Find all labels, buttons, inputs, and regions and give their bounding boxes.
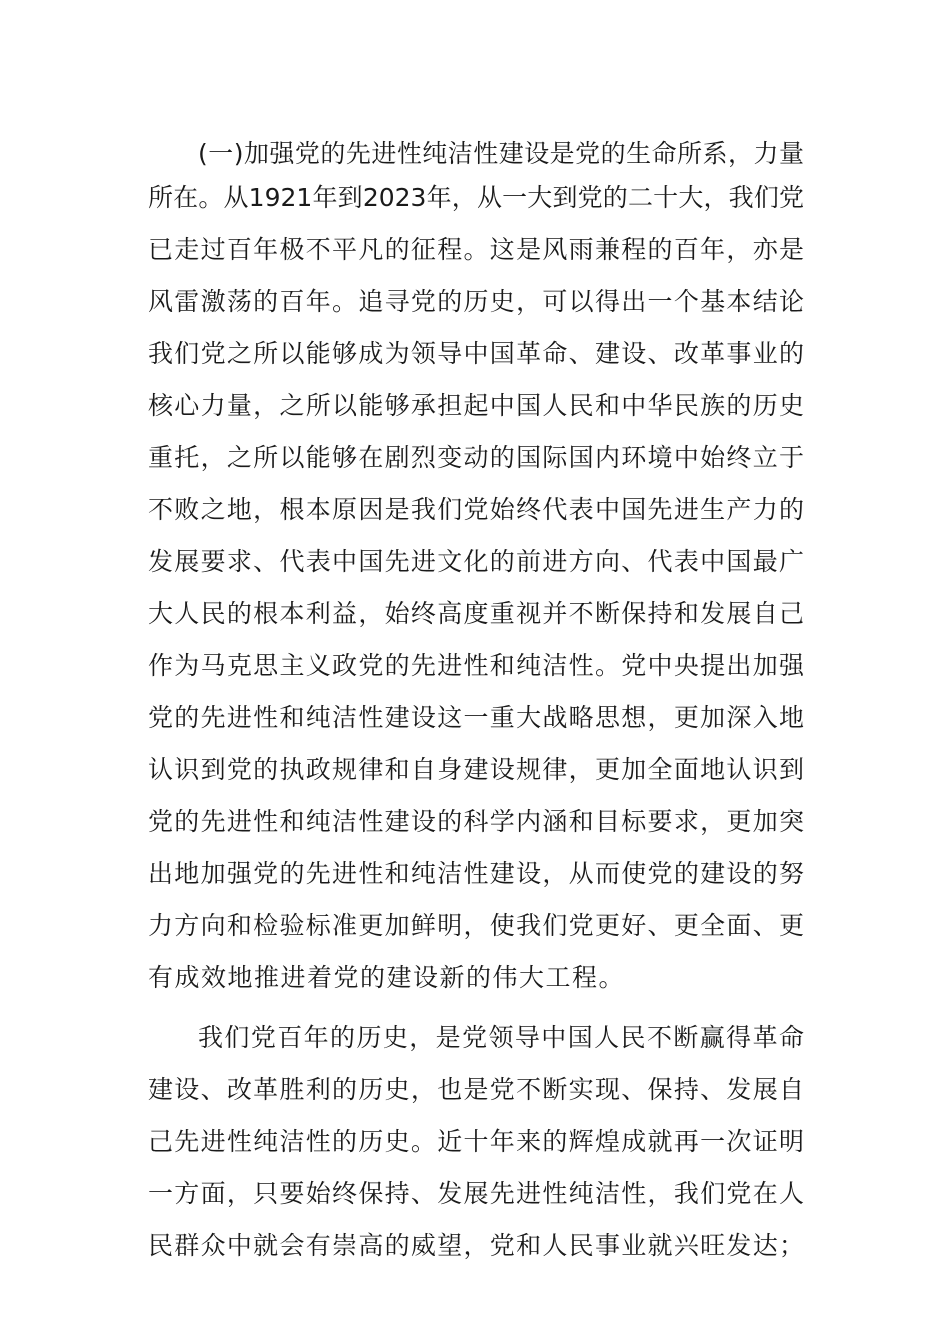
paragraph-2-line-1: 我们党百年的历史，是党领导中国人民不断赢得革命 — [198, 1023, 804, 1052]
paragraph-1-line-6: 核心力量，之所以能够承担起中国人民和中华民族的历史 — [148, 391, 804, 420]
paragraph-1-line-12: 党的先进性和纯洁性建设这一重大战略思想，更加深入地 — [148, 703, 804, 732]
paragraph-1-line-17: 有成效地推进着党的建设新的伟大工程。 — [148, 963, 626, 992]
paragraph-1-line-13: 认识到党的执政规律和自身建设规律，更加全面地认识到 — [148, 755, 804, 784]
paragraph-1-line-11: 作为马克思主义政党的先进性和纯洁性。党中央提出加强 — [148, 651, 804, 680]
paragraph-2-line-3: 己先进性纯洁性的历史。近十年来的辉煌成就再一次证明 — [148, 1127, 804, 1156]
paragraph-1-line-4: 风雷激荡的百年。追寻党的历史，可以得出一个基本结论 — [148, 287, 804, 316]
paragraph-1-line-15: 出地加强党的先进性和纯洁性建设，从而使党的建设的努 — [148, 859, 804, 888]
paragraph-2-line-2: 建设、改革胜利的历史，也是党不断实现、保持、发展自 — [148, 1075, 804, 1104]
paragraph-1-line-2: 所在。从1921年到2023年，从一大到党的二十大，我们党 — [148, 183, 804, 212]
paragraph-2-line-5: 民群众中就会有崇高的威望，党和人民事业就兴旺发达； — [148, 1231, 804, 1260]
paragraph-1-line-10: 大人民的根本利益，始终高度重视并不断保持和发展自己 — [148, 599, 804, 628]
paragraph-1-line-8: 不败之地，根本原因是我们党始终代表中国先进生产力的 — [148, 495, 804, 524]
paragraph-1-line-16: 力方向和检验标准更加鲜明，使我们党更好、更全面、更 — [148, 911, 804, 940]
paragraph-1-line-1: (一)加强党的先进性纯洁性建设是党的生命所系，力量 — [198, 139, 804, 168]
paragraph-2-line-4: 一方面，只要始终保持、发展先进性纯洁性，我们党在人 — [148, 1179, 804, 1208]
paragraph-1-line-3: 已走过百年极不平凡的征程。这是风雨兼程的百年，亦是 — [148, 235, 804, 264]
paragraph-1-line-9: 发展要求、代表中国先进文化的前进方向、代表中国最广 — [148, 547, 804, 576]
paragraph-1-line-7: 重托，之所以能够在剧烈变动的国际国内环境中始终立于 — [148, 443, 804, 472]
paragraph-1-line-5: 我们党之所以能够成为领导中国革命、建设、改革事业的 — [148, 339, 804, 368]
paragraph-1-line-14: 党的先进性和纯洁性建设的科学内涵和目标要求，更加突 — [148, 807, 804, 836]
